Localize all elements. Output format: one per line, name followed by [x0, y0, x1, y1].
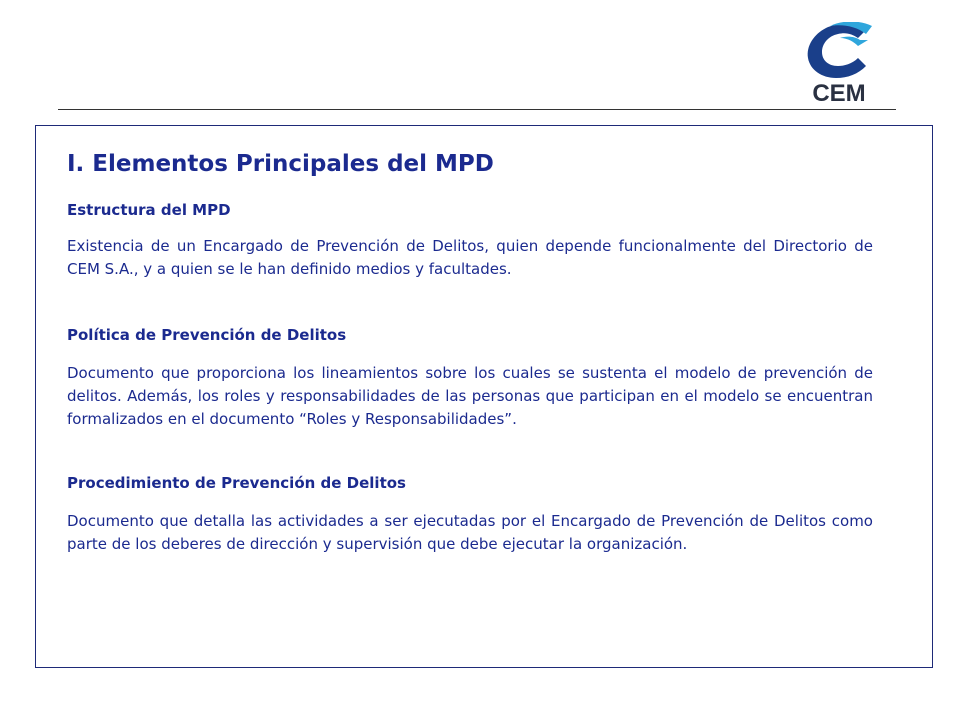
- section-body-estructura: Existencia de un Encargado de Prevención de Delitos, quien depende funcionalmente del Directorio de CEM S.A., y a quien se le han definido medios y facultades.: [67, 237, 873, 278]
- header-divider: [58, 109, 896, 110]
- cem-logo: [802, 22, 876, 106]
- section-heading-estructura: Estructura del MPD: [67, 201, 231, 219]
- section-heading-politica: Política de Prevención de Delitos: [67, 326, 347, 344]
- content-inner: [67, 150, 873, 556]
- section-heading-procedimiento: Procedimiento de Prevención de Delitos: [67, 474, 406, 492]
- content-box: [35, 125, 933, 668]
- section-body-procedimiento: Documento que detalla las actividades a ser ejecutadas por el Encargado de Prevención de Delitos como parte de los deberes de dirección y supervisión que debe ejecutar la organización.: [67, 512, 873, 553]
- cem-c-logo-icon: [802, 22, 876, 82]
- slide-title: I. Elementos Principales del MPD: [67, 151, 494, 177]
- section-body-politica: Documento que proporciona los lineamientos sobre los cuales se sustenta el modelo de prevención de delitos. Además, los roles y responsabilidades de las personas que participan en el modelo se encuentran formalizados en el documento “Roles y Responsabilidades”.: [67, 364, 873, 428]
- logo-text: CEM: [812, 80, 866, 107]
